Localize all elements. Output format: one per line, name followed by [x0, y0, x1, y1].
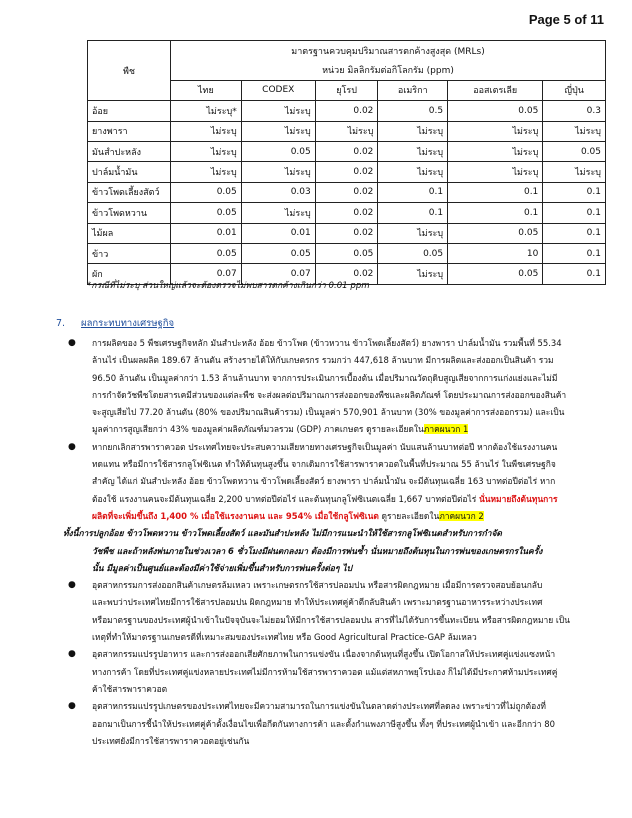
mrl-value-cell: ไม่ระบุ	[448, 121, 543, 141]
text-line: ล้านไร่ เป็นผลผลิต 189.67 ล้านตัน สร้างรายได้ให้กับเกษตรกร รวมกว่า 447,618 ล้านบาท มีการผลิตและส่งออกเป็นสินค้า รวม	[92, 355, 554, 366]
appendix-2-highlight: ภาคผนวก 2	[439, 510, 484, 521]
mrl-value-cell: ไม่ระบุ	[241, 121, 315, 141]
table-row	[88, 182, 606, 202]
mrl-value-cell: 0.1	[543, 243, 606, 263]
mrl-value-cell: ไม่ระบุ	[315, 121, 378, 141]
mrl-value-cell: ไม่ระบุ	[241, 203, 315, 223]
crop-name-cell: ผัก	[88, 264, 171, 284]
table-footnote: *กรณีที่ไม่ระบุ ส่วนใหญ่แล้วจะต้องตรวจไม่พบสารตกค้างเกินกว่า 0.01 ppm	[87, 281, 370, 291]
mrl-value-cell: ไม่ระบุ	[171, 121, 242, 141]
mrl-value-cell: 0.1	[543, 182, 606, 202]
mrl-value-cell: 0.1	[448, 203, 543, 223]
bold-italic-line: ทั้งนี้การปลูกอ้อย ข้าวโพดหวาน ข้าวโพดเลี้ยงสัตว์ และมันสำปะหลัง ไม่มีการแนะนำให้ใช้สารกลูโฟซิเนตสำหรับการกำจัด	[63, 528, 502, 539]
mrl-value-cell: 0.07	[171, 264, 242, 284]
bold-italic-line: วัชพืช และถ้าหลังพ่นภายในช่วงเวลา 6 ชั่วโมงมีฝนตกลงมา ต้องมีการพ่นซ้ำ นั่นหมายถึงต้นทุนในการพ่นของเกษตรกรในครั้ง	[92, 545, 543, 556]
mrl-value-cell: 0.1	[543, 264, 606, 284]
text-line	[92, 508, 589, 525]
text-line: ทางการค้า โดยที่ประเทศคู่แข่งหลายประเทศไม่มีการห้ามใช้สารพาราควอต แม้แต่สหภาพยุโรปเอง ก็ไม่ได้มีประกาศห้ามประเทศคู่	[92, 666, 558, 677]
table-row	[88, 203, 606, 223]
text-line: อุตสาหกรรมแปรรูปเกษตรของประเทศไทยจะมีความสามารถในการแข่งขันในตลาดต่างประเทศที่ลดลง เพราะข่าวที่ไม่ถูกต้องที่	[92, 701, 546, 712]
mrl-value-cell: ไม่ระบุ	[543, 121, 606, 141]
crop-name-cell: มันสำปะหลัง	[88, 141, 171, 161]
text-line: หากยกเลิกสารพาราควอต ประเทศไทยจะประสบความเสียหายทางเศรษฐกิจเป็นมูลค่า นับแสนล้านบาทต่อปี หากต้องใช้แรงงานคน	[92, 441, 558, 452]
text-line: สำคัญ ได้แก่ มันสำปะหลัง อ้อย ข้าวโพดหวาน ข้าวโพดเลี้ยงสัตว์ ยางพารา ปาล์มน้ำมัน จะมีต้นทุนเฉลี่ย 163 บาทต่อปีต่อไร่ หาก	[92, 476, 556, 487]
mrl-value-cell: 0.02	[315, 264, 378, 284]
mrl-value-cell: 0.05	[448, 101, 543, 121]
mrl-value-cell: 0.05	[241, 141, 315, 161]
crop-name-cell: ไม้ผล	[88, 223, 171, 243]
country-column-header: ญี่ปุ่น	[543, 80, 606, 100]
mrl-value-cell: 0.02	[315, 203, 378, 223]
cost-increase-emphasis: ผลิตที่จะเพิ่มขึ้นถึง 1,400 % เมื่อใช้แรงงานคน และ 954% เมื่อใช้กลูโฟซิเนต	[92, 510, 379, 521]
table-header-row	[88, 41, 606, 61]
country-column-header: CODEX	[241, 80, 315, 100]
bullet-dot-icon: ●	[68, 580, 76, 591]
text-segment: ดูรายละเอียดใน	[378, 510, 440, 521]
crop-column-header: พืช	[88, 41, 171, 101]
bullet-dot-icon: ●	[68, 701, 76, 712]
text-line: เหตุที่ทำให้มาตรฐานเกษตรดีที่เหมาะสมของประเทศไทย หรือ Good Agricultural Practice-GAP ล้มเหลว	[92, 632, 477, 643]
text-line: ออกมาเป็นการชี้นำให้ประเทศคู่ค้าตั้งเงื่อนไขเพื่อกีดกันทางการค้า และตั้งกำแพงภาษีสูงขึ้น ทั้งๆ ที่ประเทศผู้นำเข้า และอีกกว่า 80	[92, 718, 555, 729]
mrl-value-cell: 0.1	[543, 203, 606, 223]
mrl-table	[87, 40, 606, 285]
text-segment: ต้องใช้ แรงงานคนจะมีต้นทุนเฉลี่ย 2,200 บาทต่อปีต่อไร่ และต้นทุนกลูโฟซิเนตเฉลี่ย 1,667 บาทต่อปีต่อไร่	[92, 493, 479, 504]
table-row	[88, 162, 606, 182]
text-line: ประเทศยังมีการใช้สารพาราควอตอยู่เช่นกัน	[92, 735, 250, 746]
text-line: จะสูญเสียไป 77.20 ล้านตัน (80% ของปริมาณสินค้ารวม) เป็นมูลค่า 570,901 ล้านบาท (30% ของมูลค่าการส่งออกรวม) และเป็น	[92, 407, 565, 418]
appendix-1-highlight: ภาคผนวก 1	[423, 424, 469, 435]
country-column-header: ออสเตรเลีย	[448, 80, 543, 100]
crop-name-cell: ข้าว	[88, 243, 171, 263]
table-row	[88, 101, 606, 121]
mrl-value-cell: 0.5	[378, 101, 448, 121]
table-row	[88, 141, 606, 161]
crop-name-cell: ข้าวโพดหวาน	[88, 203, 171, 223]
crop-name-cell: ยางพารา	[88, 121, 171, 141]
text-line	[92, 421, 589, 438]
cost-increase-emphasis: นั่นหมายถึงต้นทุนการ	[478, 493, 558, 504]
crop-name-cell: ข้าวโพดเลี้ยงสัตว์	[88, 182, 171, 202]
mrl-value-cell: ไม่ระบุ	[378, 162, 448, 182]
mrl-value-cell: ไม่ระบุ	[241, 101, 315, 121]
mrl-value-cell: ไม่ระบุ	[378, 264, 448, 284]
text-line: และพบว่าประเทศไทยมีการใช้สารปลอมปน ผิดกฎหมาย ทำให้ประเทศคู่ค้าตีกลับสินค้า เพราะมาตรฐานอาหารระหว่างประเทศ	[92, 597, 543, 608]
text-line: 96.50 ล้านตัน เป็นมูลค่ากว่า 1.53 ล้านล้านบาท จากการประเมินการเบื้องต้น เมื่อปริมาณวัตถุดิบสูญเสียจากการแก่งแย่งและไม่มี	[92, 372, 558, 383]
bullet-dot-icon: ●	[68, 441, 76, 452]
mrl-value-cell: 0.05	[171, 182, 242, 202]
bullet-paraquat-ban-cost	[63, 439, 589, 577]
mrl-value-cell: 0.05	[241, 243, 315, 263]
mrl-value-cell: ไม่ระบุ	[171, 162, 242, 182]
mrl-value-cell: 0.01	[171, 223, 242, 243]
mrl-value-cell: 0.02	[315, 223, 378, 243]
mrl-value-cell: ไม่ระบุ	[378, 121, 448, 141]
crop-name-cell: ปาล์มน้ำมัน	[88, 162, 171, 182]
text-line	[92, 491, 589, 508]
mrl-value-cell: 0.01	[241, 223, 315, 243]
table-title-line1: มาตรฐานควบคุมปริมาณสารตกค้างสูงสุด (MRLs)	[171, 41, 606, 61]
mrl-value-cell: 0.07	[241, 264, 315, 284]
mrl-value-cell: 0.05	[171, 243, 242, 263]
bullet-export-failure	[63, 577, 589, 646]
table-row	[88, 121, 606, 141]
mrl-value-cell: 0.05	[171, 203, 242, 223]
text-line: อุตสาหกรรมการส่งออกสินค้าเกษตรล้มเหลว เพราะเกษตรกรใช้สารปลอมปน หรือสารผิดกฎหมาย เมื่อมีการตรวจสอบย้อนกลับ	[92, 580, 543, 591]
mrl-value-cell: 0.02	[315, 182, 378, 202]
mrl-value-cell: ไม่ระบุ*	[171, 101, 242, 121]
bullet-dot-icon: ●	[68, 649, 76, 660]
table-row	[88, 243, 606, 263]
table-title-line2: หน่วย มิลลิกรัมต่อกิโลกรัม (ppm)	[171, 60, 606, 80]
country-column-header: ไทย	[171, 80, 242, 100]
mrl-value-cell: 0.1	[543, 223, 606, 243]
mrl-value-cell: 0.3	[543, 101, 606, 121]
text-line: การผลิตของ 5 พืชเศรษฐกิจหลัก มันสำปะหลัง อ้อย ข้าวโพด (ข้าวหวาน ข้าวโพดเลี้ยงสัตว์) ยางพารา ปาล์มน้ำมัน รวมพื้นที่ 55.34	[92, 338, 562, 348]
country-column-header: อเมริกา	[378, 80, 448, 100]
text-line: ทดแทน หรือมีการใช้สารกลูโฟซิเนต ทำให้ต้นทุนสูงขึ้น จากเดิมการใช้สารพาราควอตในพื้นที่ประมาณ 55 ล้านไร่ ในพืชเศรษฐกิจ	[92, 459, 556, 470]
bullet-list	[63, 335, 589, 750]
bullet-agro-processing	[63, 698, 589, 750]
text-line: อุตสาหกรรมแปรรูปอาหาร และการส่งออกเสียศักยภาพในการแข่งขัน เนื่องจากต้นทุนที่สูงขึ้น เปิดโอกาสให้ประเทศคู่แข่งแซงหน้า	[92, 649, 556, 660]
bullet-dot-icon: ●	[68, 338, 76, 348]
mrl-table-body	[88, 101, 606, 285]
text-line: หรือมาตรฐานของประเทศผู้นำเข้าในปัจจุบันจะไม่ยอมให้มีการใช้สารปลอมปน สารที่ไม่ได้รับการขึ้นทะเบียน หรือสารผิดกฎหมาย เป็น	[92, 614, 570, 625]
country-column-header: ยุโรป	[315, 80, 378, 100]
mrl-value-cell: ไม่ระบุ	[448, 162, 543, 182]
mrl-value-cell: 0.1	[378, 182, 448, 202]
mrl-value-cell: 0.05	[378, 243, 448, 263]
mrl-value-cell: 0.03	[241, 182, 315, 202]
mrl-value-cell: 0.05	[448, 223, 543, 243]
mrl-value-cell: ไม่ระบุ	[378, 223, 448, 243]
bullet-economic-production	[63, 335, 589, 439]
bold-italic-line: นั้น มีมูลค่าเป็นศูนย์และต้องมีค่าใช้จ่ายเพิ่มขึ้นสำหรับการพ่นครั้งต่อๆ ไป	[92, 562, 352, 573]
mrl-value-cell: 0.05	[448, 264, 543, 284]
crop-name-cell: อ้อย	[88, 101, 171, 121]
text-segment: มูลค่าการสูญเสียกว่า 43% ของมูลค่าผลิตภัณฑ์มวลรวม (GDP) ภาคเกษตร ดูรายละเอียดใน	[92, 424, 424, 435]
page-number: Page 5 of 11	[528, 12, 604, 27]
mrl-value-cell: 0.02	[315, 162, 378, 182]
section-title: ผลกระทบทางเศรษฐกิจ	[81, 318, 175, 329]
mrl-value-cell: ไม่ระบุ	[543, 162, 606, 182]
mrl-value-cell: 0.02	[315, 141, 378, 161]
mrl-value-cell: ไม่ระบุ	[378, 141, 448, 161]
mrl-value-cell: 0.1	[448, 182, 543, 202]
mrl-value-cell: ไม่ระบุ	[241, 162, 315, 182]
text-line: การกำจัดวัชพืชโดยสารเคมีส่วนของแต่ละพืช จะส่งผลต่อปริมาณการส่งออกของพืชและผลิตภัณฑ์ โดยประมาณการส่งออกของสินค้า	[92, 389, 567, 400]
mrl-value-cell: 10	[448, 243, 543, 263]
section-heading	[56, 316, 174, 331]
mrl-value-cell: ไม่ระบุ	[171, 141, 242, 161]
mrl-value-cell: 0.1	[378, 203, 448, 223]
bullet-food-processing	[63, 646, 589, 698]
mrl-value-cell: 0.02	[315, 101, 378, 121]
section-number: 7.	[56, 318, 66, 329]
mrl-value-cell: 0.05	[315, 243, 378, 263]
table-row	[88, 223, 606, 243]
text-line: ค้าใช้สารพาราควอต	[92, 683, 168, 694]
mrl-value-cell: 0.05	[543, 141, 606, 161]
mrl-value-cell: ไม่ระบุ	[448, 141, 543, 161]
